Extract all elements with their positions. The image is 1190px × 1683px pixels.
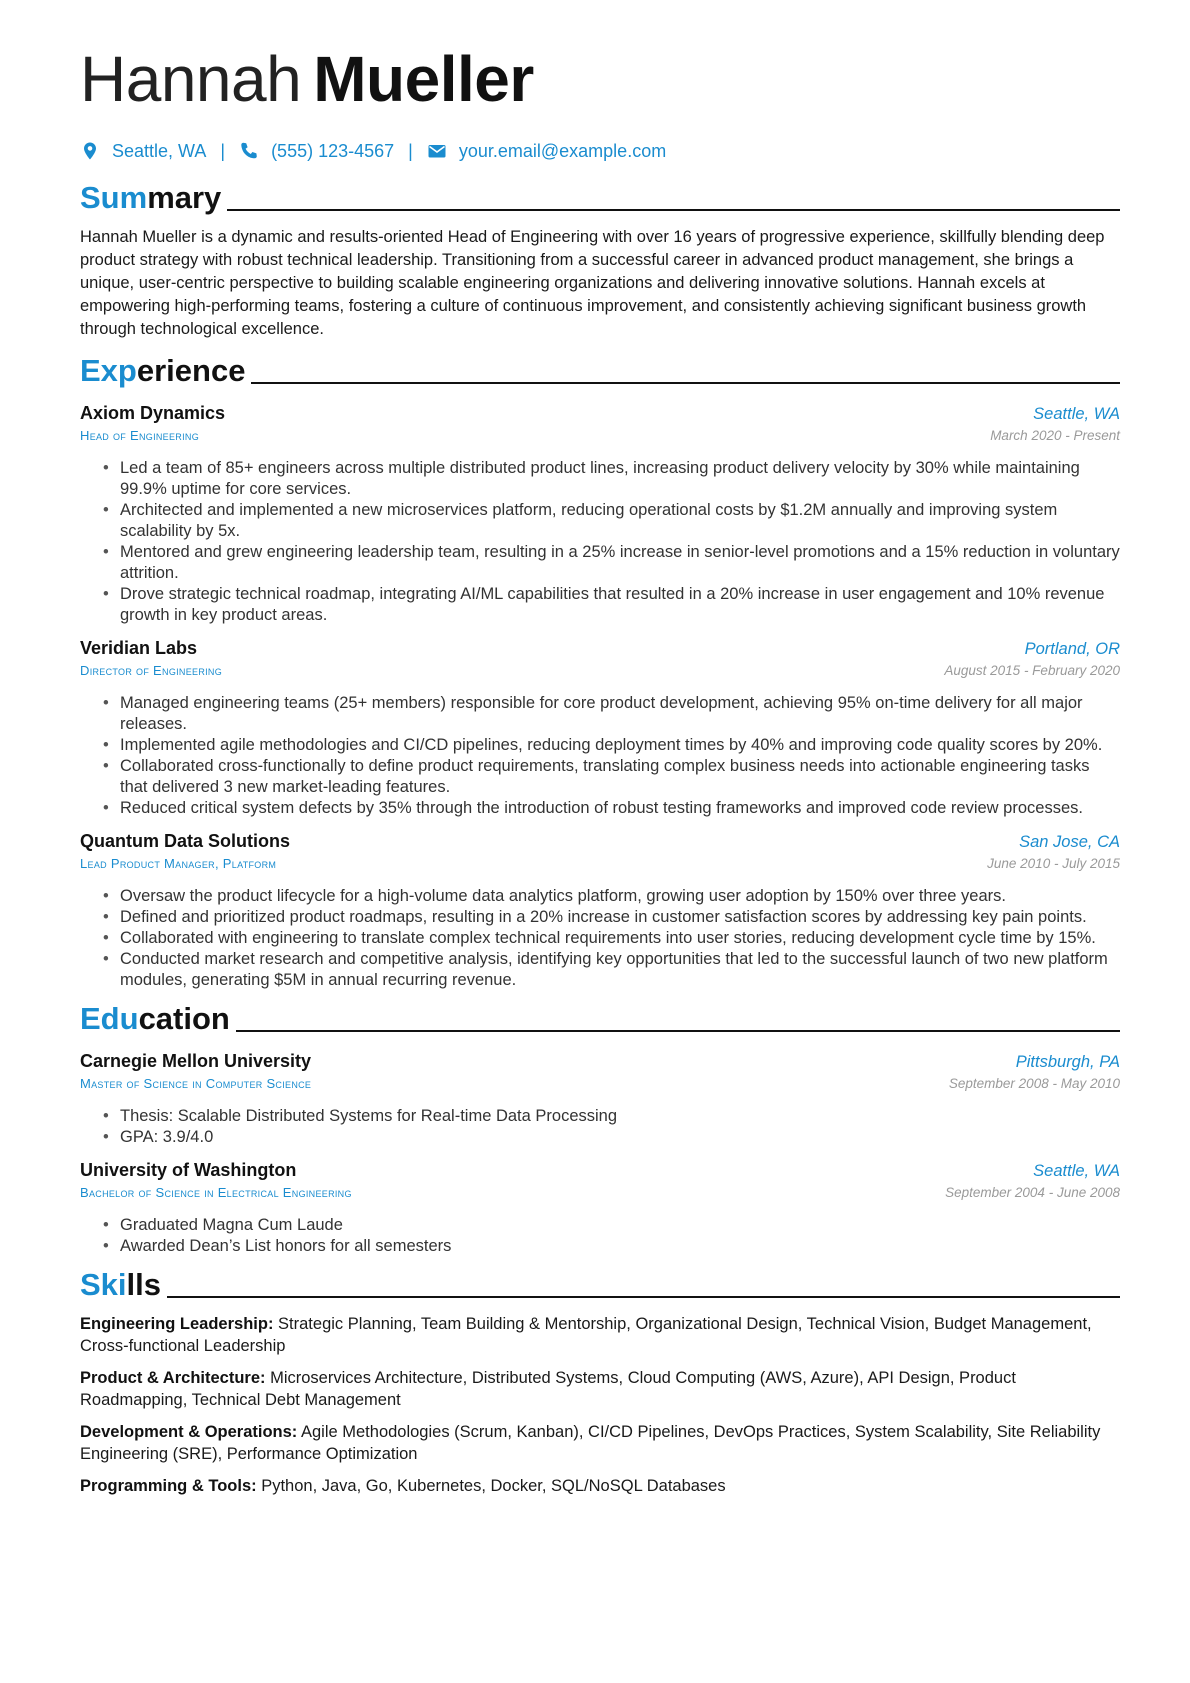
map-pin-icon xyxy=(80,141,100,161)
list-item: • Collaborated cross-functionally to define product requirements, translating complex business needs into actionable engineering tasks that delivered 3 new market-leading features. xyxy=(120,756,1120,798)
education-section-header xyxy=(80,999,1120,1039)
first-name: Hannah xyxy=(80,43,302,115)
skill-category: Product & Architecture: xyxy=(80,1369,266,1387)
job-dates: March 2020 - Present xyxy=(990,428,1120,443)
job-title: Director of Engineering xyxy=(80,663,223,678)
section-divider xyxy=(167,1296,1120,1298)
list-item: • GPA: 3.9/4.0 xyxy=(120,1127,1120,1148)
education-entry xyxy=(80,1158,1120,1257)
list-item: • Mentored and grew engineering leadership team, resulting in a 25% increase in senior-level promotions and a 15% reduction in voluntary attrition. xyxy=(120,542,1120,584)
experience-entry xyxy=(80,829,1120,991)
list-item: • Defined and prioritized product roadmaps, resulting in a 20% increase in customer satisfaction scores by addressing key pain points. xyxy=(120,907,1120,928)
list-item: • Graduated Magna Cum Laude xyxy=(120,1215,1120,1236)
skill-group xyxy=(80,1313,1120,1357)
phone-icon xyxy=(239,141,259,161)
phone-text[interactable]: (555) 123-4567 xyxy=(271,140,395,161)
achievement-list xyxy=(80,458,1120,626)
experience-entry xyxy=(80,636,1120,819)
school-name: Carnegie Mellon University xyxy=(80,1051,312,1071)
study-dates: September 2008 - May 2010 xyxy=(948,1076,1120,1091)
education-details xyxy=(80,1215,1120,1257)
skill-group xyxy=(80,1475,1120,1497)
list-item: • Thesis: Scalable Distributed Systems for Real-time Data Processing xyxy=(120,1106,1120,1127)
skills-section-header xyxy=(80,1265,1120,1305)
summary-section-header xyxy=(80,178,1120,218)
list-item: • Collaborated with engineering to translate complex technical requirements into user stories, reducing development cycle time by 15%. xyxy=(120,928,1120,949)
company-name: Axiom Dynamics xyxy=(80,403,226,423)
company-name: Veridian Labs xyxy=(80,638,198,658)
list-item: • Led a team of 85+ engineers across multiple distributed product lines, increasing product delivery velocity by 30% while maintaining 99.9% uptime for core services. xyxy=(120,458,1120,500)
contact-separator: | xyxy=(408,140,413,161)
summary-text: Hannah Mueller is a dynamic and results-oriented Head of Engineering with over 16 years of progressive experience, skillfully blending deep product strategy with robust technical leadership. Transitioning from a successful career in advanced product management, she brings a unique, user-centric perspective to building scalable engineering organizations and delivering innovative solutions. Hannah excels at empowering high-performing teams, fostering a culture of continuous improvement, and consistently achieving significant business growth through technological excellence. xyxy=(80,228,1105,338)
skill-category: Programming & Tools: xyxy=(80,1477,257,1495)
job-location: Seattle, WA xyxy=(1033,405,1120,423)
job-dates: June 2010 - July 2015 xyxy=(987,856,1120,871)
degree-title: Bachelor of Science in Electrical Engineering xyxy=(80,1185,352,1200)
achievement-list xyxy=(80,693,1120,819)
skill-values: Strategic Planning, Team Building & Mentorship, Organizational Design, Technical Vision, Budget Management, Cross-functional Leadership xyxy=(80,1315,1092,1355)
envelope-icon xyxy=(427,141,447,161)
skill-group xyxy=(80,1367,1120,1411)
job-title: Lead Product Manager, Platform xyxy=(80,856,277,871)
education-entry xyxy=(80,1049,1120,1148)
skill-group xyxy=(80,1421,1120,1465)
school-name: University of Washington xyxy=(80,1160,297,1180)
list-item: • Oversaw the product lifecycle for a high-volume data analytics platform, growing user adoption by 150% over three years. xyxy=(120,886,1120,907)
skill-category: Engineering Leadership: xyxy=(80,1315,274,1333)
location-text: Seattle, WA xyxy=(112,140,207,161)
email-link[interactable]: your.email@example.com xyxy=(458,140,667,161)
job-location: San Jose, CA xyxy=(1019,833,1120,851)
skills-list xyxy=(80,1313,1120,1497)
degree-title: Master of Science in Computer Science xyxy=(80,1076,312,1091)
job-dates: August 2015 - February 2020 xyxy=(944,663,1120,678)
study-dates: September 2004 - June 2008 xyxy=(945,1185,1120,1200)
skill-values: Microservices Architecture, Distributed Systems, Cloud Computing (AWS, Azure), API Design, Product Roadmapping, Technical Debt Management xyxy=(80,1369,1016,1409)
section-divider xyxy=(251,382,1120,384)
experience-section-header xyxy=(80,351,1120,391)
job-location: Portland, OR xyxy=(1024,640,1120,658)
last-name: Mueller xyxy=(313,43,534,115)
skills-heading: Skills xyxy=(80,1267,161,1302)
school-location: Pittsburgh, PA xyxy=(1015,1053,1120,1071)
candidate-name xyxy=(80,40,1120,118)
summary-heading: Summary xyxy=(80,180,222,215)
contact-location xyxy=(80,141,206,162)
skill-category: Development & Operations: xyxy=(80,1423,298,1441)
company-name: Quantum Data Solutions xyxy=(80,831,291,851)
school-location: Seattle, WA xyxy=(1033,1162,1120,1180)
section-divider xyxy=(227,209,1120,211)
achievement-list xyxy=(80,886,1120,991)
contact-separator: | xyxy=(220,140,226,161)
list-item: • Drove strategic technical roadmap, integrating AI/ML capabilities that resulted in a 20% increase in user engagement and 10% revenue growth in key product areas. xyxy=(120,584,1120,626)
list-item: • Architected and implemented a new microservices platform, reducing operational costs by $1.2M annually and improving system scalability by 5x. xyxy=(120,500,1120,542)
experience-heading: Experience xyxy=(80,353,246,388)
list-item: • Implemented agile methodologies and CI/CD pipelines, reducing deployment times by 40% and improving code quality scores by 20%. xyxy=(120,735,1120,756)
skill-values: Agile Methodologies (Scrum, Kanban), CI/CD Pipelines, DevOps Practices, System Scalability, Site Reliability Engineering (SRE), Performance Optimization xyxy=(80,1423,1101,1463)
section-divider xyxy=(236,1030,1120,1032)
experience-entry xyxy=(80,401,1120,626)
contact-phone[interactable] xyxy=(239,141,394,162)
education-heading: Education xyxy=(80,1001,230,1036)
skill-values: Python, Java, Go, Kubernetes, Docker, SQL/NoSQL Databases xyxy=(261,1477,726,1495)
contact-email[interactable] xyxy=(427,141,666,162)
list-item: • Reduced critical system defects by 35% through the introduction of robust testing frameworks and improved code review processes. xyxy=(120,798,1120,819)
list-item: • Awarded Dean’s List honors for all semesters xyxy=(120,1236,1120,1257)
education-details xyxy=(80,1106,1120,1148)
list-item: • Conducted market research and competitive analysis, identifying key opportunities that led to the successful launch of two new platform modules, generating $5M in annual recurring revenue. xyxy=(120,949,1120,991)
job-title: Head of Engineering xyxy=(80,428,199,443)
contact-bar xyxy=(80,138,1120,164)
list-item: • Managed engineering teams (25+ members) responsible for core product development, achieving 95% on-time delivery for all major releases. xyxy=(120,693,1120,735)
